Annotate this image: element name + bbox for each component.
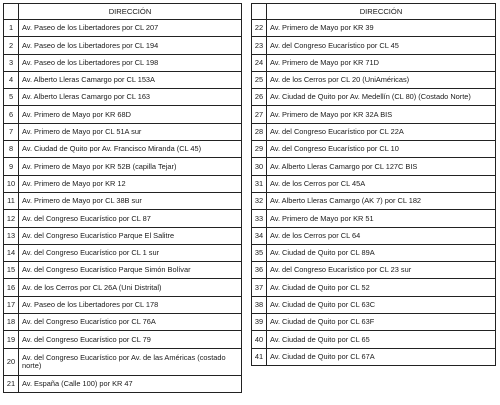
table-row <box>4 244 242 261</box>
row-number: 9 <box>4 158 19 175</box>
row-address: Av. España (Calle 100) por KR 47 <box>19 375 242 392</box>
table-header-row <box>252 4 496 20</box>
row-number: 39 <box>252 314 267 331</box>
table-row <box>4 227 242 244</box>
row-address: Av. del Congreso Eucarístico por CL 87 <box>19 210 242 227</box>
row-address: Av. Primero de Mayo por KR 32A BIS <box>267 106 496 123</box>
row-number: 29 <box>252 141 267 158</box>
row-number: 21 <box>4 375 19 392</box>
row-number: 40 <box>252 331 267 348</box>
row-address: Av. Ciudad de Quito por CL 63F <box>267 314 496 331</box>
table-row <box>4 37 242 54</box>
table-row <box>252 262 496 279</box>
table-row <box>4 375 242 392</box>
row-number: 10 <box>4 175 19 192</box>
row-number: 6 <box>4 106 19 123</box>
row-address: Av. del Congreso Eucarístico por Av. de las Américas (costado norte) <box>19 348 242 375</box>
table-row <box>4 158 242 175</box>
table-row <box>252 106 496 123</box>
row-address: Av. de los Cerros por CL 45A <box>267 175 496 192</box>
direccion-header: DIRECCIÓN <box>267 4 496 20</box>
row-number: 19 <box>4 331 19 348</box>
table-row <box>4 106 242 123</box>
row-address: Av. Paseo de los Libertadores por CL 198 <box>19 54 242 71</box>
row-address: Av. Paseo de los Libertadores por CL 207 <box>19 20 242 37</box>
row-address: Av. del Congreso Eucarístico por CL 45 <box>267 37 496 54</box>
row-address: Av. Primero de Mayo por KR 52B (capilla Tejar) <box>19 158 242 175</box>
row-address: Av. Primero de Mayo por KR 12 <box>19 175 242 192</box>
row-address: Av. del Congreso Eucarístico por CL 22A <box>267 123 496 140</box>
row-number: 32 <box>252 192 267 209</box>
row-address: Av. Ciudad de Quito por CL 65 <box>267 331 496 348</box>
row-address: Av. del Congreso Eucarístico por CL 23 sur <box>267 262 496 279</box>
row-number: 35 <box>252 244 267 261</box>
row-address: Av. Paseo de los Libertadores por CL 178 <box>19 296 242 313</box>
table-row <box>4 175 242 192</box>
row-number: 8 <box>4 141 19 158</box>
table-row <box>4 123 242 140</box>
table-row <box>252 141 496 158</box>
table-row <box>252 331 496 348</box>
row-address: Av. Ciudad de Quito por CL 89A <box>267 244 496 261</box>
direccion-header: DIRECCIÓN <box>19 4 242 20</box>
row-address: Av. del Congreso Eucarístico Parque El Salitre <box>19 227 242 244</box>
table-row <box>252 71 496 88</box>
row-address: Av. de los Cerros por CL 64 <box>267 227 496 244</box>
row-address: Av. del Congreso Eucarístico por CL 1 sur <box>19 244 242 261</box>
row-address: Av. Ciudad de Quito por Av. Medellín (CL 80) (Costado Norte) <box>267 89 496 106</box>
table-row <box>4 192 242 209</box>
table-row <box>252 244 496 261</box>
address-table-right <box>251 3 496 366</box>
row-number: 16 <box>4 279 19 296</box>
table-row <box>252 89 496 106</box>
table-row <box>4 348 242 375</box>
row-number: 37 <box>252 279 267 296</box>
table-row <box>252 210 496 227</box>
table-row <box>4 54 242 71</box>
row-number: 28 <box>252 123 267 140</box>
row-number: 20 <box>4 348 19 375</box>
row-number: 38 <box>252 296 267 313</box>
row-number: 11 <box>4 192 19 209</box>
table-row <box>4 141 242 158</box>
row-number: 36 <box>252 262 267 279</box>
row-address: Av. de los Cerros por CL 26A (Uni Distrital) <box>19 279 242 296</box>
row-number: 12 <box>4 210 19 227</box>
table-row <box>4 89 242 106</box>
row-address: Av. del Congreso Eucarístico Parque Simón Bolívar <box>19 262 242 279</box>
row-address: Av. Alberto Lleras Camargo por CL 153A <box>19 71 242 88</box>
table-row <box>252 37 496 54</box>
table-row <box>4 210 242 227</box>
table-row <box>252 296 496 313</box>
row-address: Av. Primero de Mayo por KR 51 <box>267 210 496 227</box>
table-row <box>4 331 242 348</box>
row-address: Av. Alberto Lleras Camargo por CL 163 <box>19 89 242 106</box>
row-address: Av. Alberto Lleras Camargo por CL 127C BIS <box>267 158 496 175</box>
table-row <box>252 227 496 244</box>
row-number: 22 <box>252 20 267 37</box>
table-row <box>252 20 496 37</box>
table-header-row <box>4 4 242 20</box>
row-number: 5 <box>4 89 19 106</box>
row-address: Av. Alberto Lleras Camargo (AK 7) por CL 182 <box>267 192 496 209</box>
table-row <box>252 54 496 71</box>
table-row <box>4 20 242 37</box>
row-number: 14 <box>4 244 19 261</box>
row-number: 26 <box>252 89 267 106</box>
row-number: 2 <box>4 37 19 54</box>
number-header <box>252 4 267 20</box>
row-address: Av. Ciudad de Quito por CL 63C <box>267 296 496 313</box>
row-number: 31 <box>252 175 267 192</box>
row-address: Av. Primero de Mayo por KR 39 <box>267 20 496 37</box>
row-number: 33 <box>252 210 267 227</box>
row-address: Av. del Congreso Eucarístico por CL 79 <box>19 331 242 348</box>
table-row <box>252 314 496 331</box>
table-row <box>252 348 496 365</box>
row-address: Av. Ciudad de Quito por CL 52 <box>267 279 496 296</box>
row-number: 13 <box>4 227 19 244</box>
table-row <box>4 262 242 279</box>
row-number: 27 <box>252 106 267 123</box>
row-address: Av. del Congreso Eucarístico por CL 76A <box>19 314 242 331</box>
row-address: Av. Ciudad de Quito por Av. Francisco Miranda (CL 45) <box>19 141 242 158</box>
table-row <box>252 123 496 140</box>
table-row <box>4 314 242 331</box>
row-number: 41 <box>252 348 267 365</box>
row-address: Av. Primero de Mayo por CL 51A sur <box>19 123 242 140</box>
number-header <box>4 4 19 20</box>
row-number: 23 <box>252 37 267 54</box>
row-address: Av. del Congreso Eucarístico por CL 10 <box>267 141 496 158</box>
row-address: Av. Primero de Mayo por KR 68D <box>19 106 242 123</box>
row-number: 7 <box>4 123 19 140</box>
table-row <box>252 192 496 209</box>
row-number: 30 <box>252 158 267 175</box>
table-row <box>252 158 496 175</box>
table-row <box>4 296 242 313</box>
row-number: 25 <box>252 71 267 88</box>
row-number: 34 <box>252 227 267 244</box>
row-number: 15 <box>4 262 19 279</box>
table-row <box>4 279 242 296</box>
row-number: 1 <box>4 20 19 37</box>
row-address: Av. Primero de Mayo por CL 38B sur <box>19 192 242 209</box>
row-number: 4 <box>4 71 19 88</box>
row-address: Av. Primero de Mayo por KR 71D <box>267 54 496 71</box>
row-address: Av. Ciudad de Quito por CL 67A <box>267 348 496 365</box>
row-number: 17 <box>4 296 19 313</box>
table-row <box>252 175 496 192</box>
row-number: 18 <box>4 314 19 331</box>
row-number: 3 <box>4 54 19 71</box>
address-table-left <box>3 3 242 393</box>
table-row <box>4 71 242 88</box>
row-address: Av. de los Cerros por CL 20 (UniAméricas) <box>267 71 496 88</box>
row-address: Av. Paseo de los Libertadores por CL 194 <box>19 37 242 54</box>
row-number: 24 <box>252 54 267 71</box>
table-row <box>252 279 496 296</box>
